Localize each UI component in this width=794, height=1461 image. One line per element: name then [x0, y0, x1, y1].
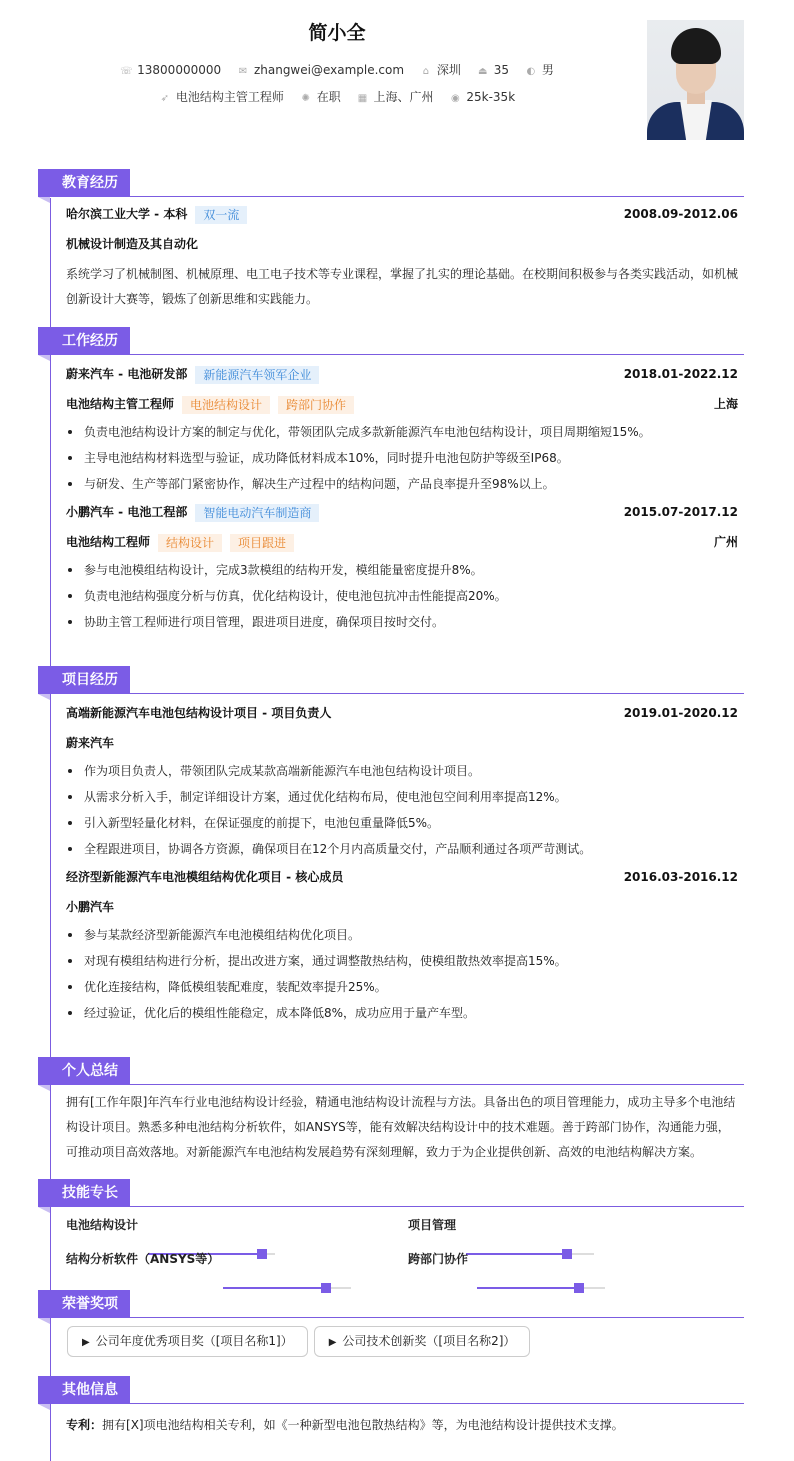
phone-item: ☏ 13800000000	[120, 63, 222, 77]
list-item: 主导电池结构材料选型与验证，成功降低材料成本10%，同时提升电池包防护等级至IP68。	[66, 445, 744, 471]
role-tag: 项目跟进	[230, 534, 294, 552]
work-bullets	[66, 419, 744, 497]
list-item: 负责电池结构强度分析与仿真，优化结构设计，使电池包抗冲击性能提高20%。	[66, 583, 744, 609]
education-section	[38, 169, 744, 312]
project-org: 小鹏汽车	[66, 900, 115, 914]
skill-item	[408, 1249, 468, 1269]
education-description: 系统学习了机械制图、机械原理、电工电子技术等专业课程，掌握了扎实的理论基础。在校期间积极参与各类实践活动，如机械创新设计大赛等，锻炼了创新思维和实践能力。	[66, 267, 739, 306]
city-item: ⌂ 深圳	[420, 61, 461, 78]
skill-knob	[257, 1249, 267, 1259]
work-location: 上海	[713, 397, 738, 411]
work-section	[38, 327, 744, 635]
list-item: 参与电池模组结构设计，完成3款模组的结构开发，模组能量密度提升8%。	[66, 557, 744, 583]
work-item	[66, 497, 744, 635]
project-item	[66, 862, 744, 1026]
project-name: 高端新能源汽车电池包结构设计项目 - 项目负责人	[66, 706, 332, 720]
skill-item	[408, 1215, 456, 1235]
education-period: 2008.09-2012.06	[623, 207, 738, 221]
patent-text: 拥有[X]项电池结构相关专利，如《一种新型电池包散热结构》等，为电池结构设计提供技术支撑。	[102, 1418, 624, 1432]
job-status-item: ✺ 在职	[301, 90, 341, 104]
role-tag: 跨部门协作	[278, 396, 354, 414]
work-item	[66, 359, 744, 497]
award-item[interactable]: ▶ 公司技术创新奖（[项目名称2]）	[314, 1326, 531, 1357]
awards-section	[38, 1290, 744, 1357]
candidate-name: 简小全	[308, 22, 366, 44]
list-item: 引入新型轻量化材料，在保证强度的前提下，电池包重量降低5%。	[66, 810, 744, 836]
project-bullets	[66, 922, 744, 1026]
work-period: 2018.01-2022.12	[623, 367, 738, 381]
triangle-right-icon: ▶	[82, 1337, 90, 1348]
role-tag: 电池结构设计	[182, 396, 270, 414]
project-name: 经济型新能源汽车电池模组结构优化项目 - 核心成员	[66, 870, 344, 884]
section-title: 项目经历	[38, 666, 130, 694]
list-item: 全程跟进项目，协调各方资源，确保项目在12个月内高质量交付，产品顺利通过各项严苛测试。	[66, 836, 744, 862]
list-item: 与研发、生产等部门紧密协作，解决生产过程中的结构问题，产品良率提升至98%以上。	[66, 471, 744, 497]
project-period: 2019.01-2020.12	[623, 706, 738, 720]
building-icon: ▦	[357, 93, 368, 104]
project-item	[66, 698, 744, 862]
target-city-item: ▦ 上海、广州	[357, 90, 434, 104]
project-period: 2016.03-2016.12	[623, 870, 738, 884]
mail-icon: ✉	[238, 66, 248, 77]
status-icon: ✺	[301, 93, 310, 104]
role-tag: 结构设计	[158, 534, 222, 552]
skill-name: 项目管理	[408, 1218, 457, 1232]
list-item: 作为项目负责人，带领团队完成某款高端新能源汽车电池包结构设计项目。	[66, 758, 744, 784]
company-name: 小鹏汽车 - 电池工程部	[66, 505, 188, 519]
summary-section	[38, 1057, 744, 1165]
job-role: 电池结构工程师	[66, 535, 151, 549]
home-icon: ⌂	[422, 66, 430, 77]
send-icon: ➶	[160, 93, 170, 104]
school-name: 哈尔滨工业大学 - 本科	[66, 207, 188, 221]
work-bullets	[66, 557, 744, 635]
job-info-row	[0, 88, 674, 105]
skill-name: 电池结构设计	[66, 1218, 139, 1232]
list-item: 负责电池结构设计方案的制定与优化，带领团队完成多款新能源汽车电池包结构设计，项目周期缩短15%。	[66, 419, 744, 445]
project-org: 蔚来汽车	[66, 736, 115, 750]
skill-name: 结构分析软件（ANSYS等）	[66, 1252, 220, 1266]
email-item: ✉ zhangwei@example.com	[238, 63, 405, 77]
skills-grid	[38, 1207, 744, 1277]
resume-header	[0, 0, 794, 160]
skill-knob	[562, 1249, 572, 1259]
salary-item: ◉ 25k-35k	[451, 90, 516, 104]
list-item: 优化连接结构，降低模组装配难度，装配效率提升25%。	[66, 974, 744, 1000]
skill-bar	[223, 1287, 351, 1289]
salary-icon: ◉	[451, 93, 460, 104]
award-item[interactable]: ▶ 公司年度优秀项目奖（[项目名称1]）	[67, 1326, 308, 1357]
skill-bar	[477, 1287, 605, 1289]
section-title: 工作经历	[38, 327, 130, 355]
section-title: 技能专长	[38, 1179, 130, 1207]
list-item: 参与某款经济型新能源汽车电池模组结构优化项目。	[66, 922, 744, 948]
skill-item	[66, 1215, 138, 1235]
section-title: 个人总结	[38, 1057, 130, 1085]
section-title: 荣誉奖项	[38, 1290, 130, 1318]
section-title: 其他信息	[38, 1376, 130, 1404]
skills-section	[38, 1179, 744, 1277]
major: 机械设计制造及其自动化	[66, 237, 199, 251]
target-job-item: ➶ 电池结构主管工程师	[160, 90, 284, 104]
profile-photo	[647, 20, 744, 140]
contact-info-row	[0, 61, 674, 78]
other-info-section	[38, 1376, 744, 1440]
school-tag: 双一流	[195, 206, 247, 224]
phone-icon: ☏	[120, 66, 133, 77]
project-bullets	[66, 758, 744, 862]
work-period: 2015.07-2017.12	[623, 505, 738, 519]
list-item: 经过验证，优化后的模组性能稳定，成本降低8%，成功应用于量产车型。	[66, 1000, 744, 1026]
projects-section	[38, 666, 744, 1026]
gender-item: ◐ 男	[526, 63, 554, 77]
patent-label: 专利：	[66, 1418, 103, 1432]
gender-icon: ◐	[526, 66, 536, 77]
skill-bar	[466, 1253, 594, 1255]
list-item: 对现有模组结构进行分析，提出改进方案，通过调整散热结构，使模组散热效率提高15%。	[66, 948, 744, 974]
company-tag: 新能源汽车领军企业	[195, 366, 319, 384]
age-icon: ⏏	[478, 66, 488, 77]
triangle-right-icon: ▶	[328, 1337, 337, 1348]
list-item: 协助主管工程师进行项目管理，跟进项目进度，确保项目按时交付。	[66, 609, 744, 635]
skill-name: 跨部门协作	[408, 1252, 469, 1266]
summary-text: 拥有[工作年限]年汽车行业电池结构设计经验，精通电池结构设计流程与方法。具备出色的项目管理能力，成功主导多个电池结构设计项目。熟悉多种电池结构分析软件，如ANSYS等，能有效解决结构设计中的技术难题。善于跨部门协作，沟通能力强，可推动项目高效落地。对新能源汽车电池结构发展趋势有深刻理解，致力于为企业提供创新、高效的电池结构解决方案。	[66, 1095, 736, 1159]
age-item: ⏏ 35	[478, 63, 510, 77]
skill-item	[66, 1249, 219, 1269]
section-title: 教育经历	[38, 169, 130, 197]
work-location: 广州	[713, 535, 738, 549]
company-name: 蔚来汽车 - 电池研发部	[66, 367, 188, 381]
company-tag: 智能电动汽车制造商	[195, 504, 319, 522]
list-item: 从需求分析入手，制定详细设计方案，通过优化结构布局，使电池包空间利用率提高12%。	[66, 784, 744, 810]
job-role: 电池结构主管工程师	[66, 397, 175, 411]
